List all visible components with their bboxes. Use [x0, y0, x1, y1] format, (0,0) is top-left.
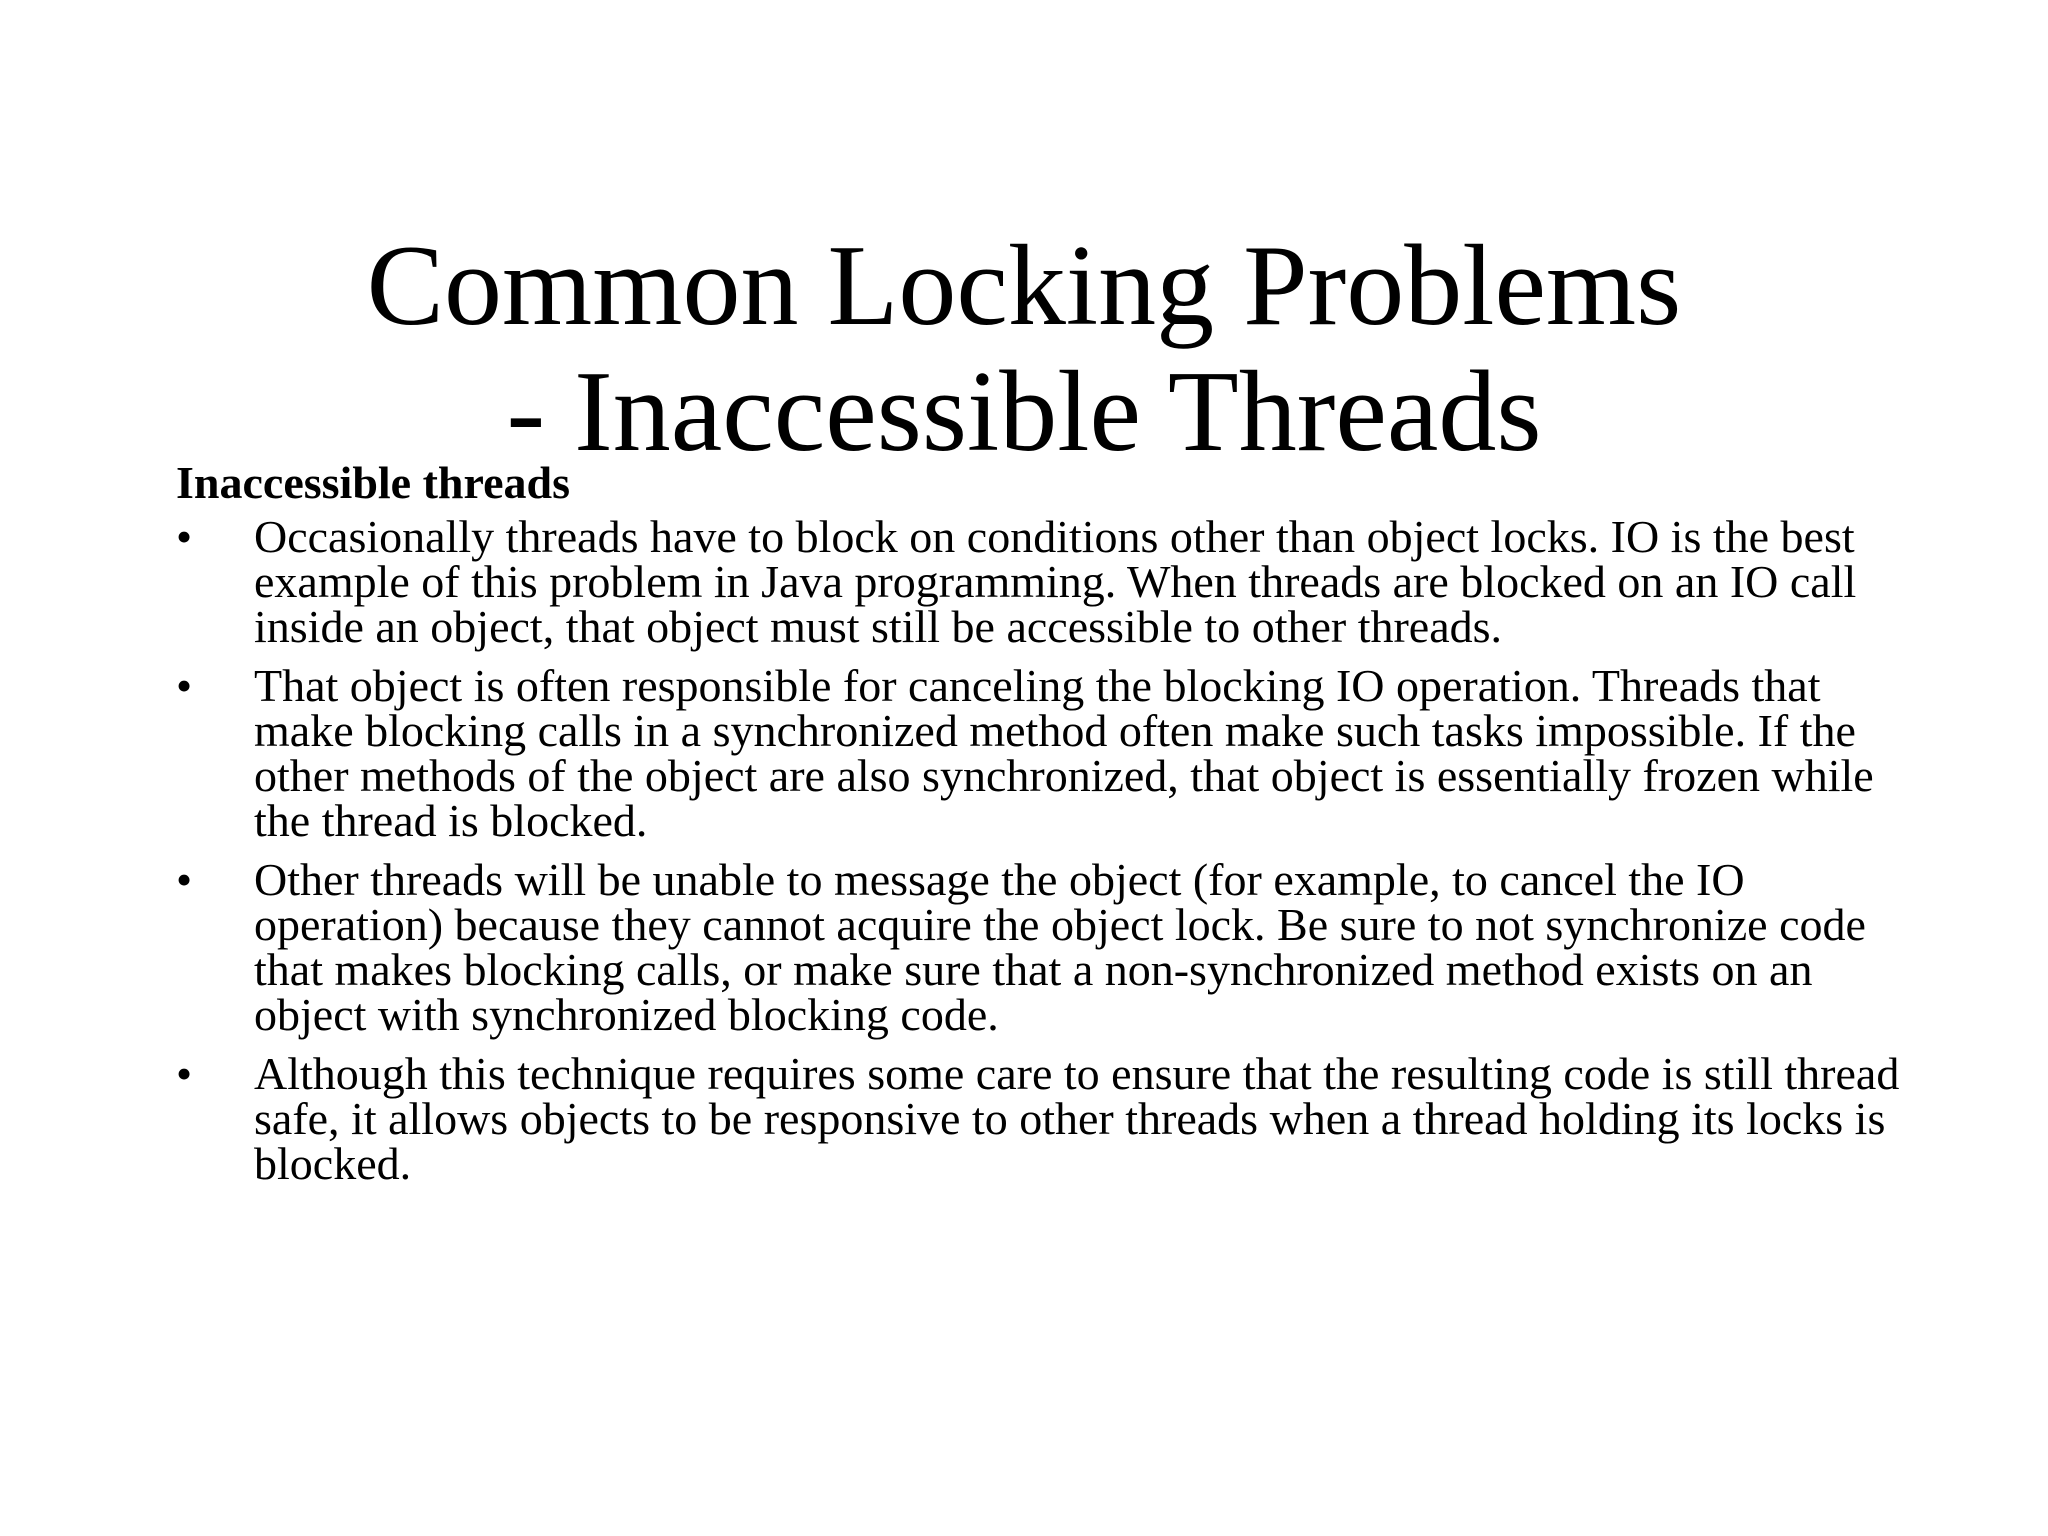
slide-title-line-1: Common Locking Problems: [366, 221, 1682, 350]
bullet-marker: •: [176, 1048, 193, 1099]
section-heading: Inaccessible threads: [176, 457, 570, 508]
bullet-item: [176, 511, 1916, 652]
bullet-text: Occasionally threads have to block on conditions other than object locks. IO is the best example of this problem in Java programming. When threads are blocked on an IO call inside an object, that object must still be accessible to other threads.: [254, 511, 1857, 652]
bullet-item: [176, 854, 1916, 1040]
bullet-text: Although this technique requires some care to ensure that the resulting code is still thread safe, it allows objects to be responsive to other threads when a thread holding its locks is blocked.: [254, 1048, 1900, 1189]
bullet-text: Other threads will be unable to message the object (for example, to cancel the IO operation) because they cannot acquire the object lock. Be sure to not synchronize code that makes blocking calls, or make sure that a non-synchronized method exists on an object with synchronized blocking code.: [254, 854, 1866, 1040]
slide-title: [0, 223, 2048, 475]
bullet-text: That object is often responsible for canceling the blocking IO operation. Threads that make blocking calls in a synchronized method often make such tasks impossible. If the other methods of the object are also synchronized, that object is essentially frozen while the thread is blocked.: [254, 660, 1874, 846]
slide-title-line-2: - Inaccessible Threads: [506, 347, 1542, 476]
slide-body: [176, 458, 1916, 1200]
bullet-marker: •: [176, 660, 193, 711]
bullet-marker: •: [176, 511, 193, 562]
bullet-item: [176, 1048, 1916, 1189]
bullet-marker: •: [176, 854, 193, 905]
bullet-item: [176, 660, 1916, 846]
bullet-list: [176, 511, 1916, 1189]
